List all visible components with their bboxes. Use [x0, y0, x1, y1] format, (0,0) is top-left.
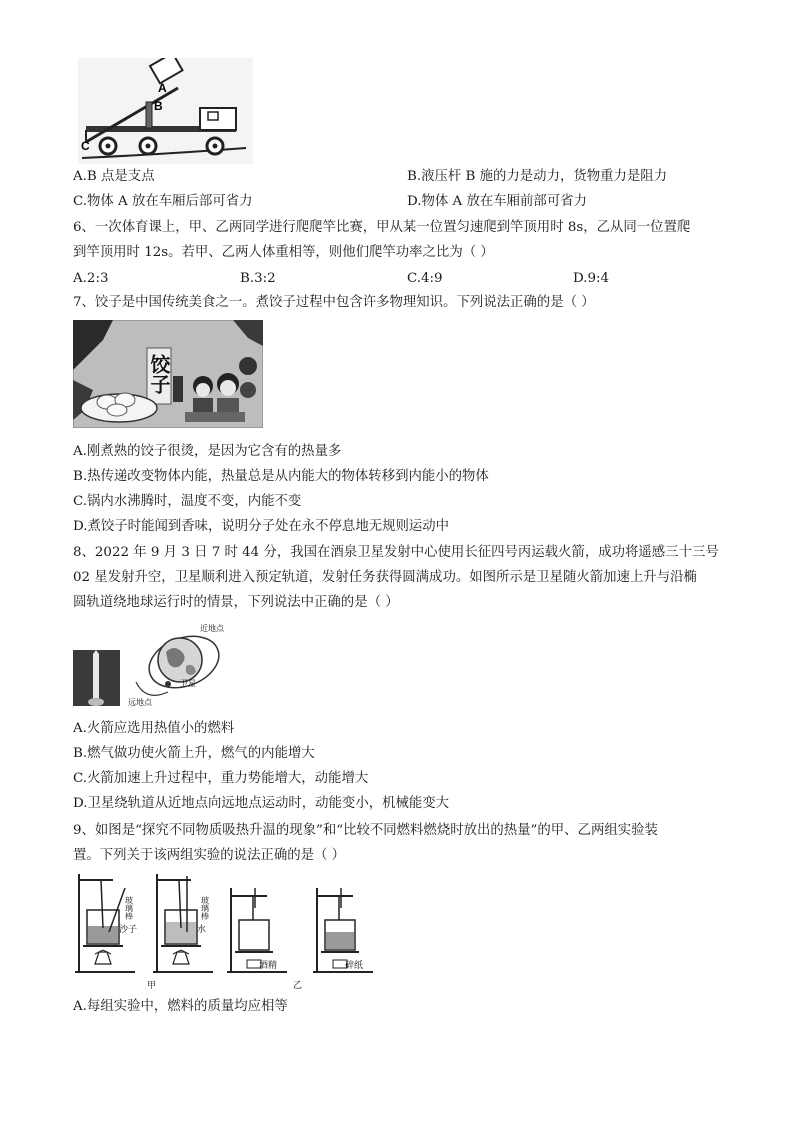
- q8-stem-line2: 02 星发射升空，卫星顺利进入预定轨道，发射任务获得圆满成功。如图所示是卫星随火箭加速上升与沿椭: [73, 570, 697, 585]
- water-label: 水: [197, 925, 207, 935]
- q8-stem-line1: 8、2022 年 9 月 3 日 7 时 44 分，我国在酒泉卫星发射中心使用长征四号丙运载火箭，成功将遥感三十三号: [73, 545, 719, 560]
- alcohol-label: 酒精: [259, 961, 278, 971]
- q7-stem: 7、饺子是中国传统美食之一。煮饺子过程中包含许多物理知识。下列说法正确的是（ ）: [73, 295, 595, 310]
- paper-label: 碎纸: [345, 961, 364, 971]
- q7-option-d: D.煮饺子时能闻到香味，说明分子处在永不停息地无规则运动中: [73, 519, 450, 534]
- perigee-label: 近地点: [200, 624, 224, 633]
- label-c: C: [81, 139, 90, 153]
- label-a: A: [158, 81, 167, 95]
- apogee-label: 远地点: [128, 698, 152, 707]
- q9-stem-line1: 9、如图是“探究不同物质吸热升温的现象”和“比较不同燃料燃烧时放出的热量”的甲、乙两组实验装: [73, 823, 658, 838]
- glass-rod-label-2: 玻璃棒: [200, 896, 210, 920]
- q7-option-a: A.刚煮熟的饺子很烫，是因为它含有的热量多: [73, 444, 342, 459]
- dump-truck-figure: [78, 58, 253, 164]
- q6-option-c: C.4:9: [407, 271, 443, 286]
- q5-option-a: A.B 点是支点: [73, 169, 155, 184]
- q8-option-a: A.火箭应选用热值小的燃料: [73, 721, 235, 736]
- q6-stem-line2: 到竿顶用时 12s。若甲、乙两人体重相等，则他们爬竿功率之比为（ ）: [73, 245, 494, 260]
- q6-option-b: B.3:2: [240, 271, 276, 286]
- heating-experiment-figure: [73, 868, 393, 992]
- q9-option-a: A.每组实验中，燃料的质量均应相等: [73, 999, 288, 1014]
- dumpling-title: 饺子: [147, 354, 171, 394]
- q7-option-b: B.热传递改变物体内能，热量总是从内能大的物体转移到内能小的物体: [73, 469, 489, 484]
- q8-option-c: C.火箭加速上升过程中，重力势能增大，动能增大: [73, 771, 369, 786]
- q5-option-d: D.物体 A 放在车厢前部可省力: [407, 194, 587, 209]
- group-yi-label: 乙: [293, 981, 303, 991]
- group-jia-label: 甲: [147, 981, 157, 991]
- glass-rod-label-1: 玻璃棒: [124, 896, 134, 920]
- q6-option-d: D.9:4: [573, 271, 610, 286]
- q9-stem-line2: 置。下列关于该两组实验的说法正确的是（ ）: [73, 848, 346, 863]
- satellite-label: 卫星: [180, 679, 196, 688]
- q5-option-c: C.物体 A 放在车厢后部可省力: [73, 194, 253, 209]
- q8-option-d: D.卫星绕轨道从近地点向远地点运动时，动能变小，机械能变大: [73, 796, 450, 811]
- orbit-diagram: [128, 622, 228, 710]
- q6-stem-line1: 6、一次体育课上，甲、乙两同学进行爬爬竿比赛，甲从某一位置匀速爬到竿顶用时 8s，乙从同一位置爬: [73, 220, 691, 235]
- q8-option-b: B.燃气做功使火箭上升，燃气的内能增大: [73, 746, 315, 761]
- q5-option-b: B.液压杆 B 施的力是动力，货物重力是阻力: [407, 169, 668, 184]
- dumpling-image: [73, 320, 263, 428]
- rocket-photo: [73, 650, 120, 706]
- sand-label: 沙子: [119, 925, 138, 935]
- q6-option-a: A.2:3: [73, 271, 109, 286]
- q7-option-c: C.锅内水沸腾时，温度不变，内能不变: [73, 494, 302, 509]
- q8-stem-line3: 圆轨道绕地球运行时的情景，下列说法中正确的是（ ）: [73, 595, 399, 610]
- label-b: B: [154, 99, 163, 113]
